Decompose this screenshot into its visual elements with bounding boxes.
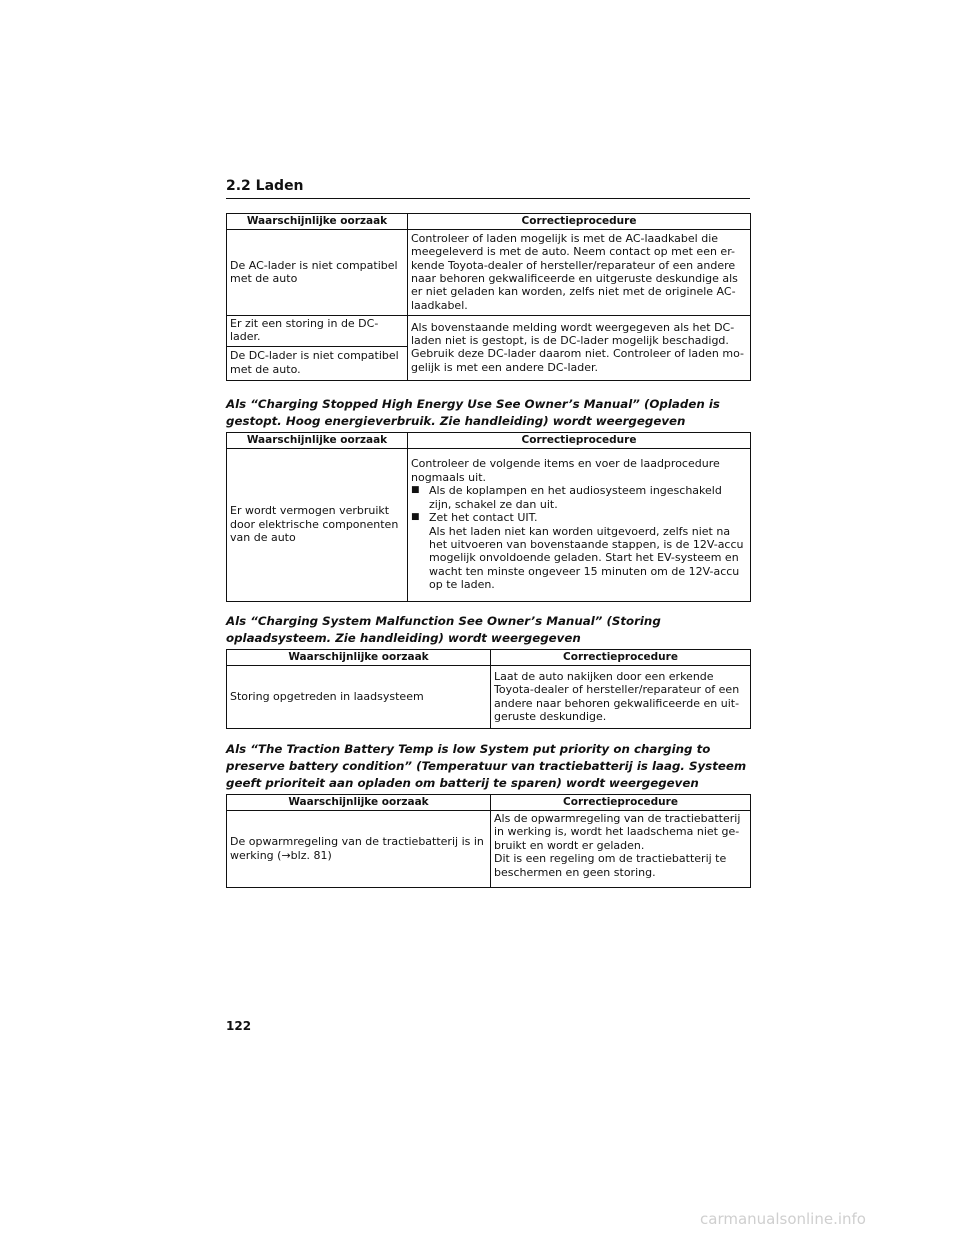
square-bullet-icon: ■ [411, 512, 420, 523]
table-header-row [227, 214, 751, 230]
section-high-energy-use [226, 396, 750, 602]
square-bullet-icon: ■ [411, 485, 420, 496]
cause-cell: De AC-lader is niet compatibel met de auto [227, 230, 408, 316]
table-header-row [227, 795, 751, 811]
bullet-item [411, 484, 747, 511]
procedure-intro: Controleer de volgende items en voer de laadprocedure nogmaals uit. [411, 457, 720, 484]
section-battery-temp-low [226, 741, 750, 888]
cause-cell: De DC-lader is niet compatibel met de auto. [227, 346, 408, 380]
watermark: carmanualsonline.info [700, 1210, 866, 1228]
table-row [227, 316, 751, 347]
section-heading: Als “The Traction Battery Temp is low System put priority on charging to preserve battery condition” (Temperatuur van tractiebatterij is laag. Systeem geeft prioriteit aan opladen om batterij te sparen) wordt weergegeven [226, 742, 747, 790]
table-charger-compatibility [226, 213, 751, 381]
procedure-cell [491, 811, 751, 888]
bullet-text: Zet het contact UIT. [429, 511, 538, 525]
section-title: 2.2 Laden [226, 178, 750, 199]
cause-cell: Er zit een storing in de DC-lader. [227, 316, 408, 347]
section-heading: Als “Charging Stopped High Energy Use See Owner’s Manual” (Opladen is gestopt. Hoog energieverbruik. Zie handleiding) wordt weergegeven [226, 397, 720, 428]
header-procedure: Correctieprocedure [491, 650, 751, 666]
table-system-malfunction [226, 649, 751, 729]
header-procedure: Correctieprocedure [491, 795, 751, 811]
table-row [227, 230, 751, 316]
header-cause: Waarschijnlijke oorzaak [227, 650, 491, 666]
bullet-item [411, 511, 747, 524]
procedure-cell: Laat de auto nakijken door een erkende Toyota-dealer of hersteller/reparateur of een andere naar behoren gekwalificeerde en uit-geruste deskundige. [491, 666, 751, 729]
procedure-cell: Als bovenstaande melding wordt weergegeven als het DC-laden niet is gestopt, is de DC-lader mogelijk beschadigd. Gebruik deze DC-lader daarom niet. Controleer of laden mo-gelijk is met een andere DC-lader. [408, 316, 751, 381]
table-high-energy-use [226, 432, 751, 602]
header-procedure: Correctieprocedure [408, 214, 751, 230]
section-system-malfunction [226, 613, 750, 729]
procedure-text: Dit is een regeling om de tractiebatterij te beschermen en geen storing. [494, 852, 727, 879]
page-number: 122 [226, 1019, 252, 1033]
cause-cell: Er wordt vermogen verbruikt door elektrische componenten van de auto [227, 449, 408, 602]
table-row [227, 811, 751, 888]
header-cause: Waarschijnlijke oorzaak [227, 795, 491, 811]
procedure-cell: Controleer of laden mogelijk is met de AC-laadkabel die meegeleverd is met de auto. Neem contact op met een er-kende Toyota-dealer of hersteller/reparateur of een andere naar behoren gekwalificeerde en uitgeruste deskundige als er niet geladen kan worden, zelfs niet met de originele AC-laadkabel. [408, 230, 751, 316]
bullet-text: Als de koplampen en het audiosysteem ingeschakeld zijn, schakel ze dan uit. [429, 484, 722, 511]
procedure-text: Als de opwarmregeling van de tractiebatterij in werking is, wordt het laadschema niet ge-bruikt en wordt er geladen. [494, 812, 741, 852]
header-cause: Waarschijnlijke oorzaak [227, 433, 408, 449]
table-battery-temp-low [226, 794, 751, 888]
cause-cell: De opwarmregeling van de tractiebatterij is in werking (→blz. 81) [227, 811, 491, 888]
cause-cell: Storing opgetreden in laadsysteem [227, 666, 491, 729]
table-header-row [227, 650, 751, 666]
procedure-cell [408, 449, 751, 602]
bullet-detail: Als het laden niet kan worden uitgevoerd, zelfs niet na het uitvoeren van bovenstaande stappen, is de 12V-accu mogelijk onvoldoende geladen. Start het EV-systeem en wacht ten minste ongeveer 15 minuten om de 12V-accu op te laden. [429, 524, 744, 592]
section-heading: Als “Charging System Malfunction See Owner’s Manual” (Storing oplaadsysteem. Zie handleiding) wordt weergegeven [226, 614, 661, 645]
header-procedure: Correctieprocedure [408, 433, 751, 449]
table-row [227, 666, 751, 729]
header-cause: Waarschijnlijke oorzaak [227, 214, 408, 230]
table-dc-charger-block [226, 213, 750, 381]
table-header-row [227, 433, 751, 449]
table-row [227, 449, 751, 602]
